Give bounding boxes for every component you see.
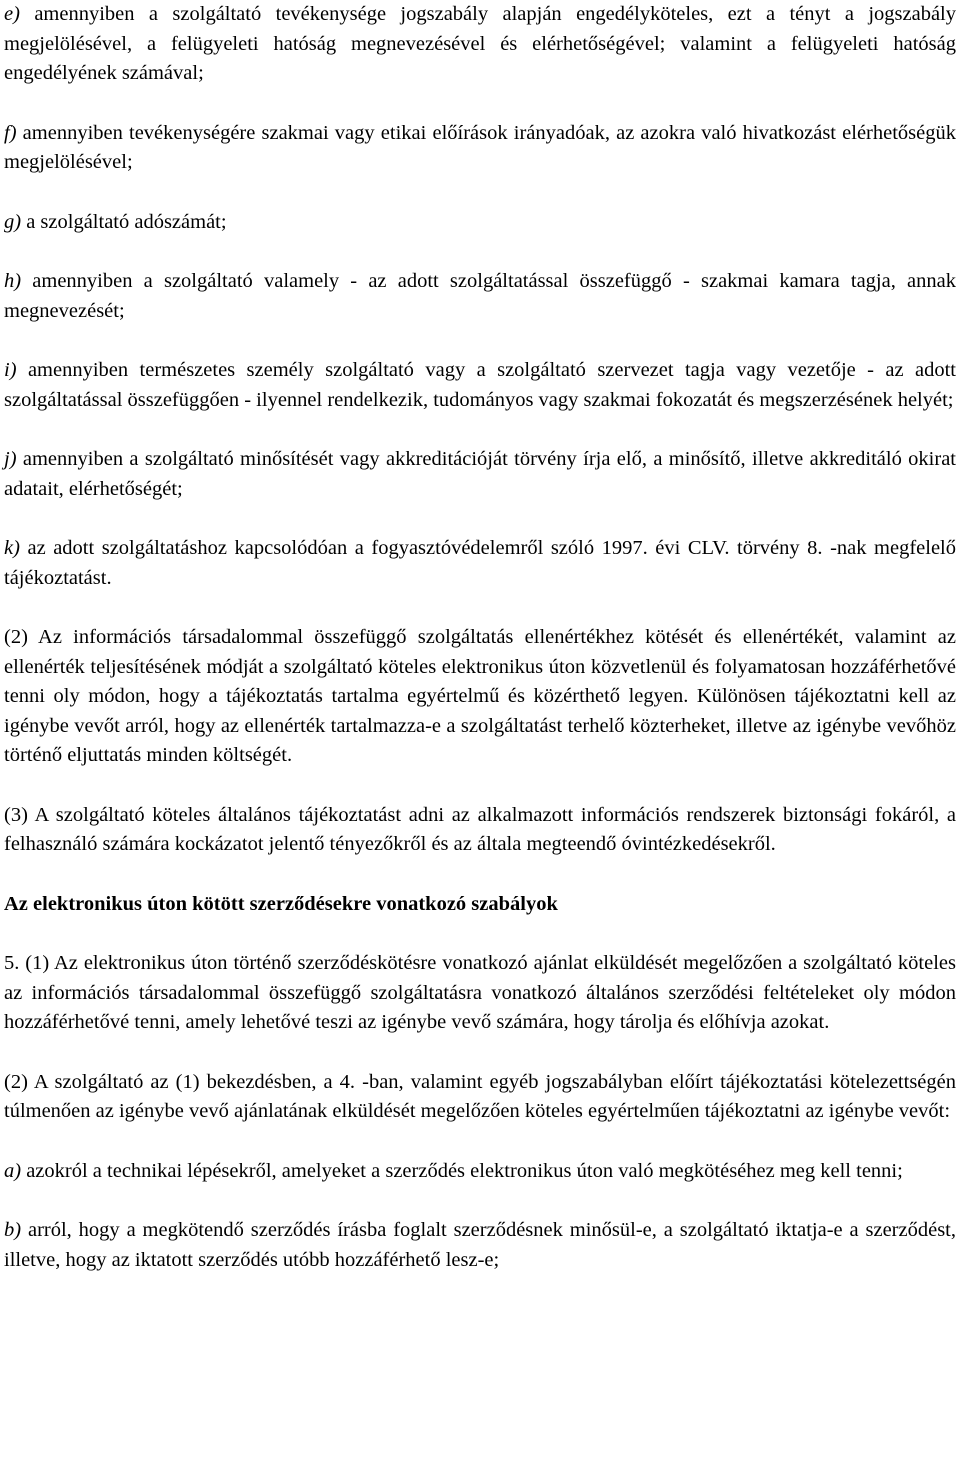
- item-label-e: e): [4, 3, 20, 25]
- item-label-h: h): [4, 270, 22, 292]
- section-5-paragraph-1: 5. (1) Az elektronikus úton történő szerződéskötésre vonatkozó ajánlat elküldését megelőzően a szolgáltató köteles az információs társadalommal összefüggő szolgáltatásra vonatkozó általános szerződési feltételeket oly módon hozzáférhetővé tenni, amely lehetővé teszi az igénybe vevő számára, hogy tárolja és előhívja azokat.: [4, 952, 956, 1033]
- paragraph-b: [4, 1216, 956, 1275]
- section-heading: Az elektronikus úton kötött szerződésekre vonatkozó szabályok: [4, 892, 558, 915]
- item-text-i: amennyiben természetes személy szolgáltató vagy a szolgáltató szervezet tagja vagy vezetője - az adott szolgáltatással összefüggően - ilyennel rendelkezik, tudományos vagy szakmai fokozatát és megszerzésének helyét;: [4, 359, 956, 411]
- item-label-g: g): [4, 210, 22, 233]
- paragraph-a: [4, 1157, 956, 1187]
- paragraph-j: [4, 445, 956, 504]
- item-label-j: j): [4, 448, 17, 470]
- paragraph-h: [4, 267, 956, 326]
- item-label-k: k): [4, 537, 20, 559]
- item-text-f: amennyiben tevékenységére szakmai vagy etikai előírások irányadóak, az azokra való hivatkozást elérhetőségük megjelölésével;: [4, 121, 956, 173]
- document-page: [4, 0, 956, 1275]
- item-text-k: az adott szolgáltatáshoz kapcsolódóan a fogyasztóvédelemről szóló 1997. évi CLV. törvény 8. -nak megfelelő tájékoztatást.: [4, 537, 956, 589]
- item-text-h: amennyiben a szolgáltató valamely - az adott szolgáltatással összefüggő - szakmai kamara tagja, annak megnevezését;: [4, 270, 956, 322]
- paragraph-3: (3) A szolgáltató köteles általános tájékoztatást adni az alkalmazott információs rendszerek biztonsági fokáról, a felhasználó számára kockázatot jelentő tényezőkről és az általa megteendő óvintézkedésekről.: [4, 803, 956, 855]
- paragraph-e: [4, 0, 956, 89]
- paragraph-2: (2) Az információs társadalommal összefüggő szolgáltatás ellenértékhez kötését és ellenértékét, valamint az ellenérték teljesítésének módját a szolgáltató köteles elektronikus úton közvetlenül és folyamatosan hozzáférhetővé tenni oly módon, hogy a tájékoztatás tartalma egyértelmű és közérthető legyen. Különösen tájékoztatni kell az igénybe vevőt arról, hogy az ellenérték tartalmazza-e a szolgáltatást terhelő közterheket, illetve az igénybe vevőhöz történő eljuttatás minden költségét.: [4, 626, 956, 766]
- paragraph-g: [4, 208, 956, 238]
- paragraph-f: [4, 119, 956, 178]
- item-label-a: a): [4, 1159, 22, 1182]
- paragraph-k: [4, 534, 956, 593]
- item-text-j: amennyiben a szolgáltató minősítését vagy akkreditációját törvény írja elő, a minősítő, illetve akkreditáló okirat adatait, elérhetőségét;: [4, 448, 956, 500]
- item-text-b: arról, hogy a megkötendő szerződés írásba foglalt szerződésnek minősül-e, a szolgáltató iktatja-e a szerződést, illetve, hogy az iktatott szerződés utóbb hozzáférhető lesz-e;: [4, 1219, 956, 1271]
- item-label-i: i): [4, 359, 17, 381]
- item-label-f: f): [4, 121, 17, 144]
- item-text-e: amennyiben a szolgáltató tevékenysége jogszabály alapján engedélyköteles, ezt a tényt a jogszabály megjelölésével, a felügyeleti hatóság megnevezésével és elérhetőségével; valamint a felügyeleti hatóság engedélyének számával;: [4, 3, 956, 84]
- item-text-a: azokról a technikai lépésekről, amelyeket a szerződés elektronikus úton való megkötéséhez meg kell tenni;: [21, 1159, 903, 1182]
- item-label-b: b): [4, 1219, 22, 1241]
- item-text-g: a szolgáltató adószámát;: [21, 210, 227, 233]
- paragraph-i: [4, 356, 956, 415]
- section-5-paragraph-2: (2) A szolgáltató az (1) bekezdésben, a 4. -ban, valamint egyéb jogszabályban előírt tájékoztatási kötelezettségén túlmenően az igénybe vevő ajánlatának elküldését megelőzően köteles egyértelműen tájékoztatni az igénybe vevőt:: [4, 1070, 956, 1122]
